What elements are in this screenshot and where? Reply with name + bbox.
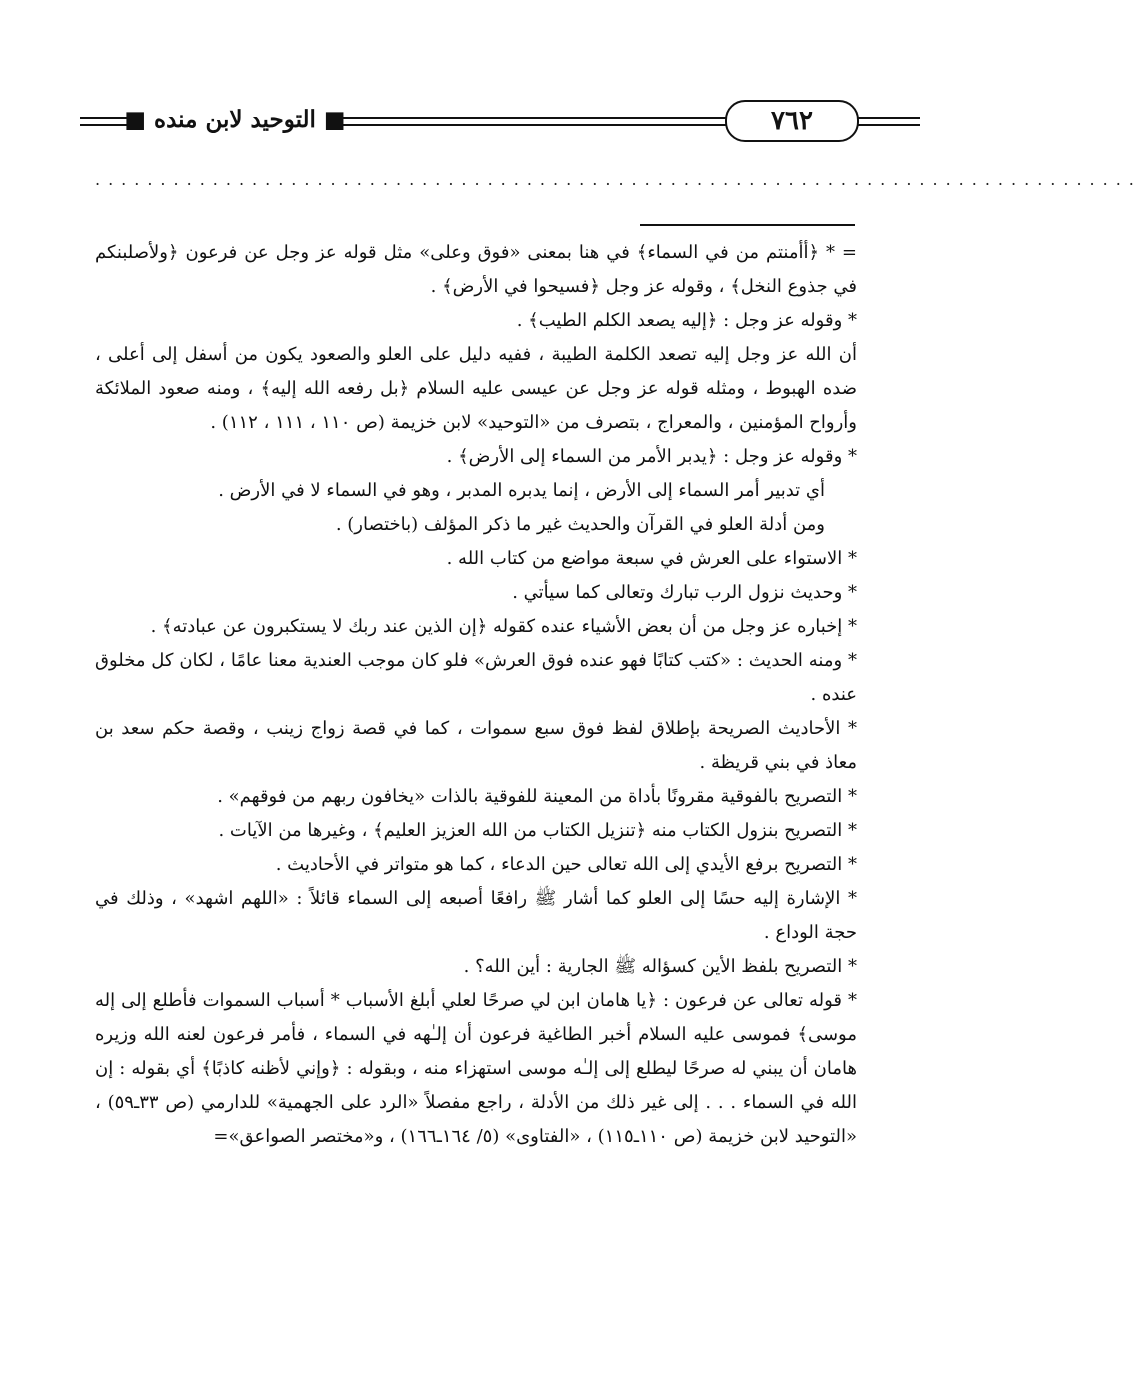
paragraph: * وقوله عز وجل : ﴿إليه يصعد الكلم الطيب﴾ .: [516, 310, 857, 331]
footnote-rule: [640, 224, 855, 226]
paragraph: أي تدبير أمر السماء إلى الأرض ، إنما يدبره المدبر ، وهو في السماء لا في الأرض .: [218, 480, 825, 501]
paragraph: * الاستواء على العرش في سبعة مواضع من كتاب الله .: [446, 548, 857, 569]
paragraph: ومن أدلة العلو في القرآن والحديث غير ما ذكر المؤلف (باختصار) .: [335, 514, 825, 535]
paragraph: * التصريح بنزول الكتاب منه ﴿تنزيل الكتاب من الله العزيز العليم﴾ ، وغيرها من الآيات .: [218, 820, 857, 841]
page-header: [80, 100, 840, 144]
paragraph: * الأحاديث الصريحة بإطلاق لفظ فوق سبع سموات ، كما في قصة زواج زينب ، وقصة حكم سعد بن معاذ في بني قريظة .: [95, 718, 857, 773]
paragraph: * التصريح بالفوقية مقرونًا بأداة من المعينة للفوقية بالذات «يخافون ربهم من فوقهم» .: [217, 786, 857, 807]
paragraph: * وحديث نزول الرب تبارك وتعالى كما سيأتي .: [512, 582, 857, 603]
page-number: ٧٦٢: [725, 100, 859, 142]
paragraph: * ومنه الحديث : «كتب كتابًا فهو عنده فوق العرش» فلو كان موجب العندية معنا عامًا ، لكان كل مخلوق عنده .: [95, 650, 857, 705]
paragraph: * الإشارة إليه حسًا إلى العلو كما أشار ﷺ رافعًا أصبعه إلى السماء قائلاً : «اللهم اشهد» ، وذلك في حجة الوداع .: [95, 888, 857, 943]
book-title: ■ التوحيد لابن منده ■: [124, 106, 346, 133]
paragraph: * إخباره عز وجل من أن بعض الأشياء عنده كقوله ﴿إن الذين عند ربك لا يستكبرون عن عبادته﴾ .: [150, 616, 857, 637]
paragraph: أن الله عز وجل إليه تصعد الكلمة الطيبة ، ففيه دليل على العلو والصعود يكون من أسفل إلى أعلى ، ضده الهبوط ، ومثله قوله عز وجل عن عيسى عليه السلام ﴿بل رفعه الله إليه﴾ ، ومنه صعود الملائكة وأرواح المؤمنين ، والمعراج ، بتصرف من «التوحيد» لابن خزيمة (ص ١١٠ ، ١١١ ، ١١٢) .: [95, 344, 857, 433]
footnote-body: [95, 236, 857, 1154]
dotted-separator: ................................................................................: [95, 170, 1142, 189]
paragraph: * التصريح بلفظ الأين كسؤاله ﷺ الجارية : أين الله؟ .: [463, 956, 857, 977]
paragraph: * وقوله عز وجل : ﴿يدبر الأمر من السماء إلى الأرض﴾ .: [446, 446, 857, 467]
paragraph: * التصريح برفع الأيدي إلى الله تعالى حين الدعاء ، كما هو متواتر في الأحاديث .: [275, 854, 857, 875]
paragraph: = * ﴿أأمنتم من في السماء﴾ في هنا بمعنى «فوق وعلى» مثل قوله عز وجل عن فرعون ﴿ولأصلبنكم في جذوع النخل﴾ ، وقوله عز وجل ﴿فسيحوا في الأرض﴾ .: [95, 242, 857, 297]
header-rule-middle: [330, 117, 750, 126]
paragraph: * قوله تعالى عن فرعون : ﴿يا هامان ابن لي صرحًا لعلي أبلغ الأسباب * أسباب السموات فأطلع إلى إله موسى﴾ فموسى عليه السلام أخبر الطاغية فرعون أن إلـٰهه في السماء ، فأمر فرعون لعنه الله وزيره هامان أن يبني له صرحًا ليطلع إلى إلـٰه موسى استهزاء منه ، وبقوله : ﴿وإني لأظنه كاذبًا﴾ أي بقوله : إن الله في السماء . . . إلى غير ذلك من الأدلة ، راجع مفصلاً «الرد على الجهمية» للدارمي (ص ٣٣ـ٥٩) ، «التوحيد لابن خزيمة (ص ١١٠ـ١١٥) ، «الفتاوى» (٥/ ١٦٤ـ١٦٦) ، و«مختصر الصواعق»=: [95, 990, 857, 1147]
